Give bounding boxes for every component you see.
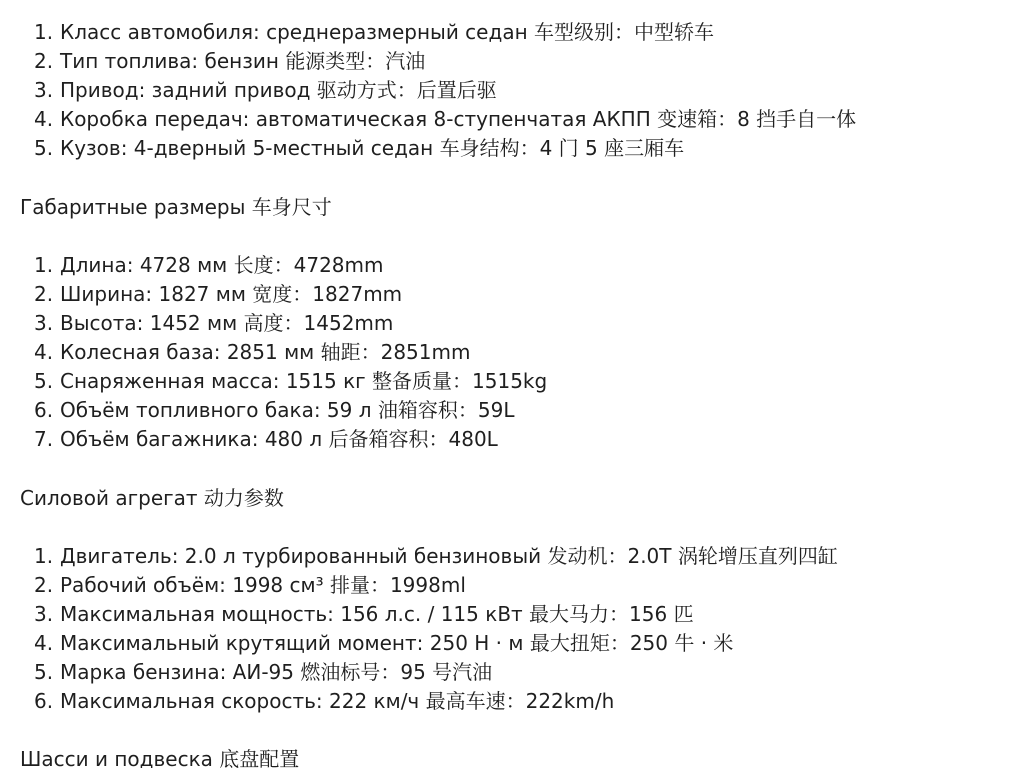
list-item-text: Кузов: 4-дверный 5-местный седан 车身结构：4 门 5 座三厢车	[60, 136, 685, 160]
list-item	[34, 542, 838, 571]
list-item	[34, 47, 425, 76]
list-item-number: 4.	[34, 107, 54, 131]
list-item-number: 3.	[34, 311, 54, 335]
section-heading: Шасси и подвеска 底盘配置	[20, 747, 300, 768]
list-item-text: Марка бензина: АИ-95 燃油标号：95 号汽油	[60, 660, 493, 684]
list-item	[34, 629, 733, 658]
list-item	[34, 309, 393, 338]
list-item-text: Объём багажника: 480 л 后备箱容积：480L	[60, 427, 498, 451]
list-item-text: Тип топлива: бензин 能源类型：汽油	[60, 49, 426, 73]
list-item-text: Объём топливного бака: 59 л 油箱容积：59L	[60, 398, 515, 422]
list-item-text: Двигатель: 2.0 л турбированный бензиновый 发动机：2.0T 涡轮增压直列四缸	[60, 544, 838, 568]
list-item-number: 3.	[34, 602, 54, 626]
section-heading: Силовой агрегат 动力参数	[20, 486, 284, 510]
list-item	[34, 396, 514, 425]
list-item-number: 3.	[34, 78, 54, 102]
section-heading: Габаритные размеры 车身尺寸	[20, 195, 332, 219]
list-item	[34, 134, 684, 163]
list-item-number: 6.	[34, 398, 54, 422]
list-item	[34, 571, 466, 600]
list-item-number: 1.	[34, 253, 54, 277]
list-item-number: 5.	[34, 136, 54, 160]
list-item-number: 4.	[34, 631, 54, 655]
list-item-number: 2.	[34, 49, 54, 73]
list-item-text: Максимальный крутящий момент: 250 Н · м 最大扭矩：250 牛 · 米	[60, 631, 734, 655]
list-item-text: Максимальная скорость: 222 км/ч 最高车速：222km/h	[60, 689, 615, 713]
list-item-number: 2.	[34, 573, 54, 597]
list-item-number: 2.	[34, 282, 54, 306]
list-item-text: Класс автомобиля: среднеразмерный седан 车型级别：中型轿车	[60, 20, 715, 44]
list-item	[34, 600, 694, 629]
list-item	[34, 18, 714, 47]
list-item-number: 1.	[34, 20, 54, 44]
list-item	[34, 425, 498, 454]
list-item-number: 5.	[34, 660, 54, 684]
list-item-number: 5.	[34, 369, 54, 393]
list-item-text: Ширина: 1827 мм 宽度：1827mm	[60, 282, 403, 306]
list-item-text: Колесная база: 2851 мм 轴距：2851mm	[60, 340, 471, 364]
list-item	[34, 280, 402, 309]
list-item-text: Максимальная мощность: 156 л.с. / 115 кВт 最大马力：156 匹	[60, 602, 694, 626]
list-item-number: 4.	[34, 340, 54, 364]
list-item-number: 6.	[34, 689, 54, 713]
list-item-text: Привод: задний привод 驱动方式：后置后驱	[60, 78, 497, 102]
list-item-text: Коробка передач: автоматическая 8-ступенчатая АКПП 变速箱：8 挡手自一体	[60, 107, 857, 131]
list-item-text: Рабочий объём: 1998 см³ 排量：1998ml	[60, 573, 466, 597]
list-item	[34, 76, 497, 105]
list-item	[34, 367, 547, 396]
list-item-text: Длина: 4728 мм 长度：4728mm	[60, 253, 384, 277]
list-item	[34, 658, 492, 687]
list-item-number: 7.	[34, 427, 54, 451]
list-item-text: Высота: 1452 мм 高度：1452mm	[60, 311, 394, 335]
list-item	[34, 687, 614, 716]
list-item-text: Снаряженная масса: 1515 кг 整备质量：1515kg	[60, 369, 548, 393]
list-item	[34, 338, 470, 367]
list-item	[34, 251, 384, 280]
list-item-number: 1.	[34, 544, 54, 568]
list-item	[34, 105, 856, 134]
